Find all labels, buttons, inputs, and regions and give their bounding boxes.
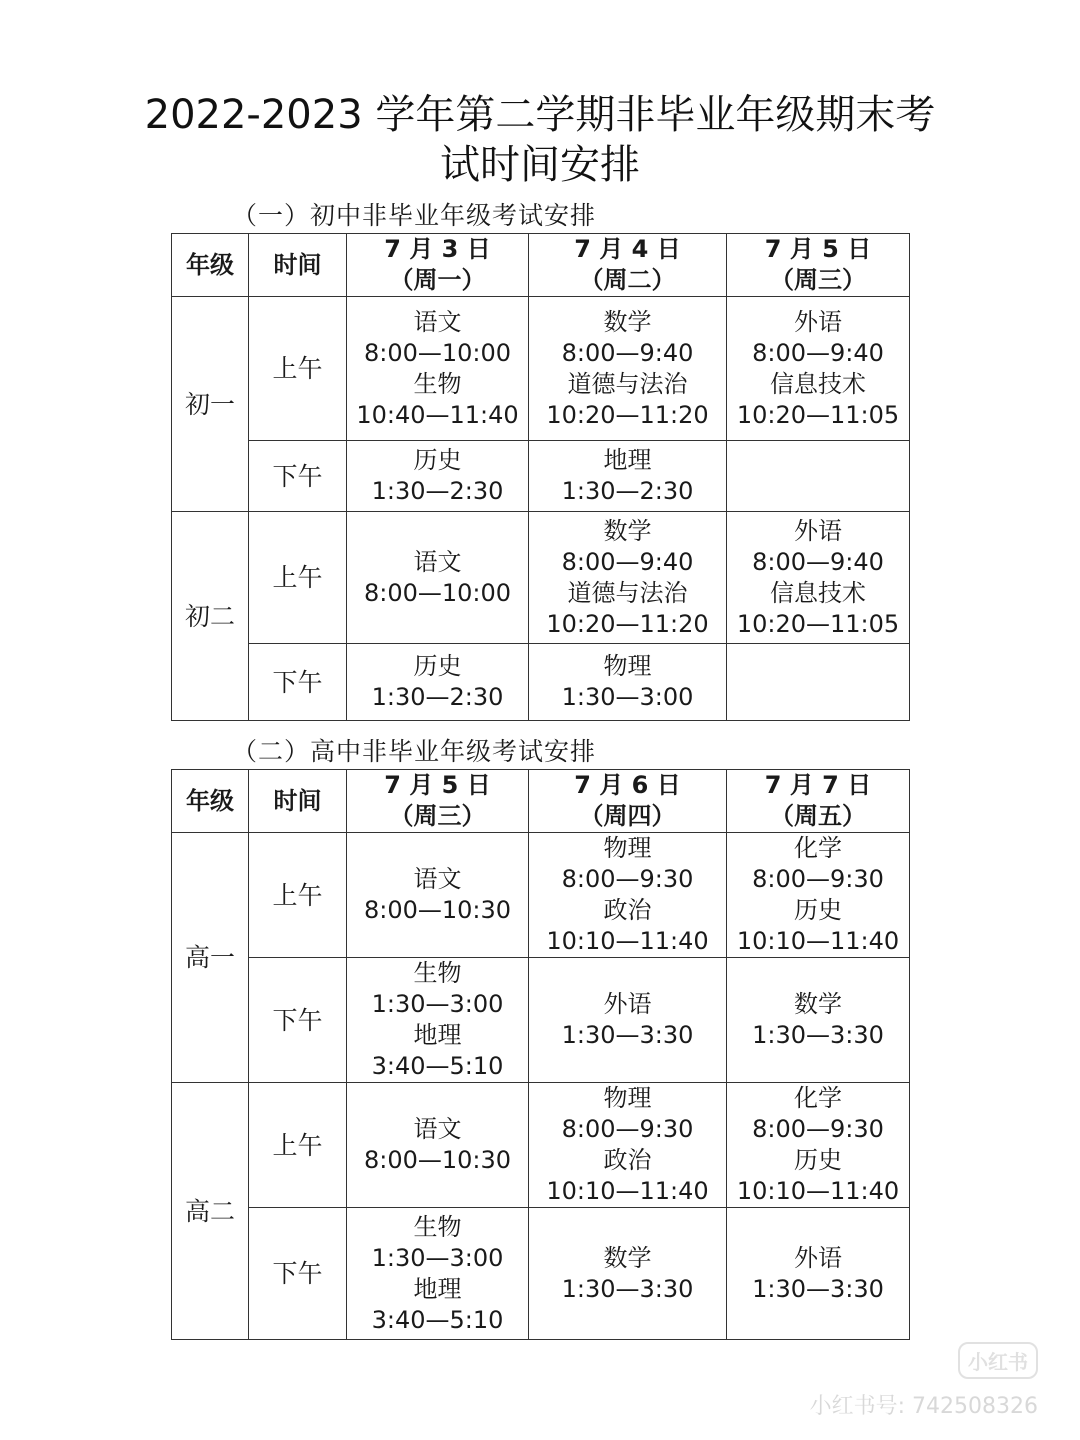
exam-time: 10:40—11:40 (356, 400, 519, 429)
exam-time: 1:30—3:30 (561, 1274, 694, 1303)
exam-time: 8:00—9:40 (561, 547, 694, 576)
exam-cell (347, 297, 529, 441)
table-row (172, 512, 910, 644)
document-title-line-1: 2022-2023 学年第二学期非毕业年级期末考 (144, 92, 936, 138)
senior-section-title: （二）高中非毕业年级考试安排 (232, 737, 597, 766)
exam-cell (347, 512, 529, 644)
exam-subject: 数学 (603, 307, 652, 336)
exam-time: 8:00—10:00 (363, 578, 512, 607)
exam-time: 8:00—9:30 (752, 865, 884, 893)
exam-time: 10:20—11:20 (546, 609, 709, 638)
exam-time: 8:00—9:40 (752, 547, 884, 576)
exam-cell (727, 958, 910, 1083)
exam-time: 1:30—3:30 (752, 1021, 884, 1049)
table-row (172, 1083, 910, 1208)
exam-cell (529, 441, 727, 512)
day-header (347, 770, 529, 833)
exam-subject: 语文 (413, 1115, 462, 1143)
exam-cell (727, 1208, 910, 1340)
exam-subject: 道德与法治 (567, 578, 688, 607)
senior-schedule-table (171, 769, 910, 1340)
exam-cell (727, 297, 910, 441)
exam-time: 8:00—10:30 (363, 896, 512, 924)
exam-time: 8:00—9:40 (561, 338, 694, 367)
exam-cell (347, 644, 529, 721)
grade-header: 年级 (172, 234, 249, 297)
exam-time: 10:20—11:05 (736, 609, 900, 638)
exam-subject: 数学 (603, 1243, 652, 1272)
exam-time: 1:30—2:30 (561, 477, 694, 505)
period-cell: 上午 (249, 1083, 347, 1208)
exam-time: 3:40—5:10 (371, 1305, 504, 1334)
grade-cell: 高二 (172, 1083, 249, 1340)
exam-time: 8:00—9:40 (752, 338, 884, 367)
grade-cell: 初二 (172, 512, 249, 721)
exam-subject: 物理 (603, 652, 652, 680)
exam-subject: 外语 (794, 516, 842, 545)
exam-subject: 生物 (413, 959, 462, 987)
period-cell: 下午 (249, 958, 347, 1083)
weekday-label: （周四） (579, 802, 676, 830)
table-row (172, 441, 910, 512)
exam-time: 10:10—11:40 (546, 1177, 709, 1205)
weekday-label: （周三） (770, 266, 866, 294)
header-row (172, 234, 910, 297)
time-header: 时间 (249, 234, 347, 297)
exam-subject: 语文 (413, 547, 462, 576)
exam-cell (529, 512, 727, 644)
exam-subject: 外语 (794, 307, 842, 336)
time-header: 时间 (249, 770, 347, 833)
period-cell: 下午 (249, 441, 347, 512)
exam-cell (727, 512, 910, 644)
exam-subject: 地理 (413, 1021, 462, 1049)
exam-cell (727, 833, 910, 958)
grade-cell: 初一 (172, 297, 249, 512)
weekday-label: （周一） (389, 266, 486, 294)
period-cell: 上午 (249, 512, 347, 644)
day-header (347, 234, 529, 297)
exam-time: 8:00—9:30 (561, 1115, 694, 1143)
exam-cell (529, 833, 727, 958)
day-header (529, 770, 727, 833)
period-cell: 上午 (249, 297, 347, 441)
date-label: 7 月 6 日 (574, 771, 681, 799)
exam-time: 1:30—3:30 (561, 1021, 694, 1049)
exam-subject: 外语 (794, 1243, 842, 1272)
exam-time: 1:30—2:30 (371, 477, 504, 505)
exam-subject: 道德与法治 (567, 369, 688, 398)
exam-subject: 政治 (603, 1146, 652, 1174)
exam-subject: 历史 (794, 896, 842, 924)
date-label: 7 月 5 日 (384, 771, 491, 799)
exam-subject: 历史 (794, 1146, 842, 1174)
exam-cell (529, 1208, 727, 1340)
header-row (172, 770, 910, 833)
exam-time: 10:10—11:40 (736, 927, 900, 955)
exam-subject: 信息技术 (770, 369, 866, 398)
exam-time: 10:10—11:40 (736, 1177, 900, 1205)
table-row (172, 297, 910, 441)
exam-subject: 语文 (413, 307, 462, 336)
exam-cell (347, 441, 529, 512)
exam-time: 1:30—3:00 (371, 1243, 504, 1272)
table-row (172, 644, 910, 721)
exam-subject: 数学 (603, 516, 652, 545)
table-row (172, 958, 910, 1083)
date-label: 7 月 3 日 (384, 235, 491, 263)
exam-cell (529, 958, 727, 1083)
exam-cell (347, 1208, 529, 1340)
junior-section-title: （一）初中非毕业年级考试安排 (232, 201, 597, 230)
exam-subject: 历史 (413, 446, 462, 474)
exam-subject: 地理 (413, 1274, 462, 1303)
exam-cell (529, 1083, 727, 1208)
watermark-logo: 小红书 (958, 1342, 1038, 1379)
exam-cell (347, 958, 529, 1083)
date-label: 7 月 7 日 (764, 771, 872, 799)
exam-subject: 信息技术 (770, 578, 866, 607)
exam-time: 3:40—5:10 (371, 1052, 504, 1080)
exam-subject: 物理 (603, 834, 652, 862)
exam-cell (727, 1083, 910, 1208)
exam-time: 10:10—11:40 (546, 927, 709, 955)
exam-subject: 生物 (413, 1212, 462, 1241)
exam-subject: 历史 (413, 652, 462, 680)
period-cell: 上午 (249, 833, 347, 958)
exam-cell (347, 833, 529, 958)
exam-cell (529, 644, 727, 721)
watermark-text: 小红书号: 742508326 (809, 1394, 1038, 1419)
exam-time: 8:00—9:30 (561, 865, 694, 893)
table-row (172, 833, 910, 958)
exam-time: 10:20—11:05 (736, 400, 900, 429)
exam-subject: 政治 (603, 896, 652, 924)
weekday-label: （周三） (389, 802, 486, 830)
day-header (529, 234, 727, 297)
exam-cell (529, 297, 727, 441)
day-header (727, 234, 910, 297)
exam-time: 1:30—3:00 (561, 683, 694, 711)
exam-subject: 化学 (794, 1084, 842, 1112)
exam-subject: 物理 (603, 1084, 652, 1112)
grade-header: 年级 (172, 770, 249, 833)
exam-subject: 生物 (413, 369, 462, 398)
exam-time: 8:00—9:30 (752, 1115, 884, 1143)
junior-schedule-table (171, 233, 910, 721)
weekday-label: （周五） (770, 802, 866, 830)
exam-time: 8:00—10:00 (363, 338, 512, 367)
weekday-label: （周二） (579, 266, 676, 294)
exam-cell-empty (727, 644, 910, 721)
period-cell: 下午 (249, 1208, 347, 1340)
exam-time: 1:30—3:30 (752, 1274, 884, 1303)
date-label: 7 月 4 日 (574, 235, 681, 263)
exam-time: 1:30—3:00 (371, 990, 504, 1018)
exam-time: 10:20—11:20 (546, 400, 709, 429)
exam-subject: 化学 (794, 834, 842, 862)
exam-subject: 语文 (413, 865, 462, 893)
exam-subject: 地理 (603, 446, 652, 474)
period-cell: 下午 (249, 644, 347, 721)
exam-time: 1:30—2:30 (371, 683, 504, 711)
day-header (727, 770, 910, 833)
table-row (172, 1208, 910, 1340)
exam-subject: 外语 (603, 990, 652, 1018)
grade-cell: 高一 (172, 833, 249, 1083)
document-title-line-2: 试时间安排 (440, 142, 640, 188)
watermark (810, 1342, 1038, 1420)
exam-time: 8:00—10:30 (363, 1146, 512, 1174)
exam-subject: 数学 (794, 990, 842, 1018)
exam-cell-empty (727, 441, 910, 512)
date-label: 7 月 5 日 (764, 235, 872, 263)
exam-cell (347, 1083, 529, 1208)
